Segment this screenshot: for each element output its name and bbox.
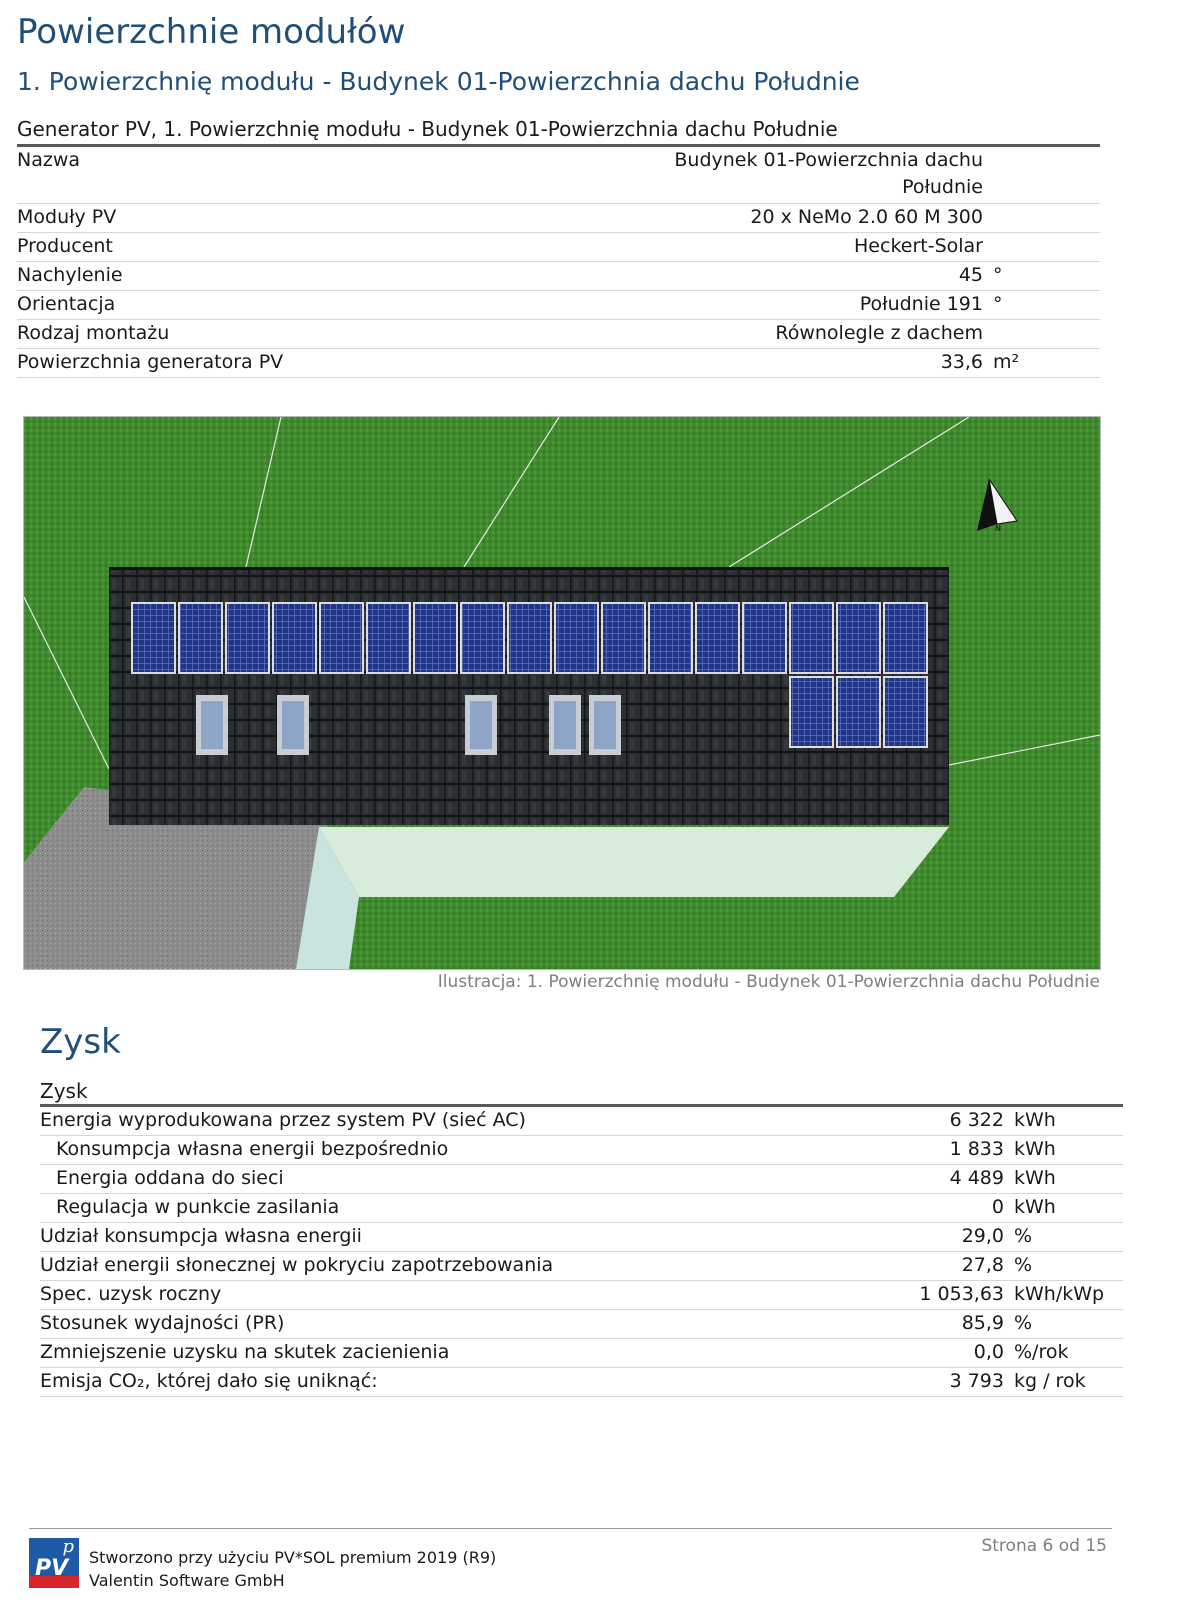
pv-module [884,677,927,747]
row-value: 29,0 [961,1225,1004,1247]
row-label: Regulacja w punkcie zasilania [56,1196,340,1218]
table-row [17,262,1100,291]
compass-label: N [995,524,1001,533]
row-unit: m² [993,351,1020,373]
table-row [40,1136,1123,1165]
pv-module [837,603,880,673]
page-number: Strona 6 od 15 [981,1536,1107,1556]
table-row [40,1194,1123,1223]
pv-module [226,603,269,673]
pvsol-logo [29,1538,79,1588]
pv-module [837,677,880,747]
row-label: Orientacja [17,293,116,315]
row-value: 1 053,63 [919,1283,1004,1305]
table-row [40,1252,1123,1281]
row-unit: ° [993,264,1003,286]
illustration-caption: Ilustracja: 1. Powierzchnię modułu - Budynek 01-Powierzchnia dachu Południe [437,972,1100,992]
table-row [17,204,1100,233]
table-row [40,1310,1123,1339]
row-value: 6 322 [949,1109,1004,1131]
row-unit: kWh/kWp [1014,1283,1105,1305]
generator-table-title: Generator PV, 1. Powierzchnię modułu - Budynek 01-Powierzchnia dachu Południe [17,117,838,141]
row-value: Heckert-Solar [854,235,983,257]
logo-text: PV [35,1556,69,1581]
row-value-line2: Południe [902,176,983,198]
table-row [40,1165,1123,1194]
row-value: 0 [991,1196,1004,1218]
row-unit: kg / rok [1014,1370,1086,1392]
table-row [17,233,1100,262]
row-value: 1 833 [949,1138,1004,1160]
pv-module [884,603,927,673]
row-label: Zmniejszenie uzysku na skutek zacienienia [40,1341,450,1363]
table-row [17,291,1100,320]
row-label: Energia wyprodukowana przez system PV (sieć AC) [40,1109,526,1131]
row-value: 85,9 [961,1312,1004,1334]
row-value: 45 [958,264,983,286]
page-title: Powierzchnie modułów [17,12,406,52]
house-wall [319,827,949,897]
pv-module [179,603,222,673]
row-label: Energia oddana do sieci [56,1167,284,1189]
logo-superscript: p [62,1538,74,1557]
row-label: Powierzchnia generatora PV [17,351,284,373]
row-label: Nachylenie [17,264,123,286]
pv-module [790,603,833,673]
roof-window-glass [470,701,492,749]
row-value: 4 489 [949,1167,1004,1189]
pv-module [602,603,645,673]
row-label: Nazwa [17,149,81,171]
roof-window-glass [201,701,223,749]
row-label: Udział energii słonecznej w pokryciu zapotrzebowania [40,1254,554,1276]
row-label: Rodzaj montażu [17,322,170,344]
pv-module [320,603,363,673]
yield-table-title: Zysk [40,1079,88,1103]
row-value-line1: Budynek 01-Powierzchnia dachu [674,149,983,171]
row-value: 20 x NeMo 2.0 60 M 300 [750,206,983,228]
pv-module [649,603,692,673]
row-value: 0,0 [973,1341,1004,1363]
row-unit: ° [993,293,1003,315]
row-unit: kWh [1014,1167,1056,1189]
row-label: Spec. uzysk roczny [40,1283,222,1305]
row-unit: %/rok [1014,1341,1069,1363]
pv-module [414,603,457,673]
row-label: Producent [17,235,113,257]
row-label: Konsumpcja własna energii bezpośrednio [56,1138,449,1160]
row-value: 3 793 [949,1370,1004,1392]
pv-module [790,677,833,747]
row-unit: % [1014,1254,1033,1276]
row-value: Równolegle z dachem [775,322,983,344]
roof-ridge [109,567,949,570]
pv-module [696,603,739,673]
row-label: Emisja CO₂, której dało się uniknąć: [40,1370,378,1392]
row-label: Stosunek wydajności (PR) [40,1312,285,1334]
table-row [40,1339,1123,1368]
yield-section-title: Zysk [40,1022,121,1062]
row-unit: % [1014,1312,1033,1334]
row-label: Udział konsumpcja własna energii [40,1225,362,1247]
row-label: Moduły PV [17,206,117,228]
table-row [40,1107,1123,1136]
row-value: 27,8 [961,1254,1004,1276]
pv-module [555,603,598,673]
table-row [17,320,1100,349]
row-value: Południe 191 [859,293,983,315]
roof-window-glass [594,701,616,749]
row-unit: kWh [1014,1196,1056,1218]
table-row [40,1223,1123,1252]
pv-module [461,603,504,673]
row-value [563,147,983,201]
pv-module [273,603,316,673]
pv-module [743,603,786,673]
footer-line-2: Valentin Software GmbH [89,1571,285,1590]
pv-module [132,603,175,673]
table-row [40,1281,1123,1310]
table-row [17,349,1100,378]
footer-rule [29,1528,1112,1529]
pv-module [508,603,551,673]
row-unit: kWh [1014,1109,1056,1131]
pv-module [367,603,410,673]
footer-line-1: Stworzono przy użyciu PV*SOL premium 2019 (R9) [89,1548,497,1567]
row-unit: kWh [1014,1138,1056,1160]
row-value: 33,6 [940,351,983,373]
table-row [40,1368,1123,1397]
roof-window-glass [554,701,576,749]
row-unit: % [1014,1225,1033,1247]
roof-illustration [23,416,1101,970]
section-subtitle: 1. Powierzchnię modułu - Budynek 01-Powierzchnia dachu Południe [17,67,860,96]
table-row [17,147,1100,204]
roof-window-glass [282,701,304,749]
roof-illustration-svg [24,417,1100,969]
generator-table [17,147,1100,378]
yield-table [40,1107,1123,1397]
